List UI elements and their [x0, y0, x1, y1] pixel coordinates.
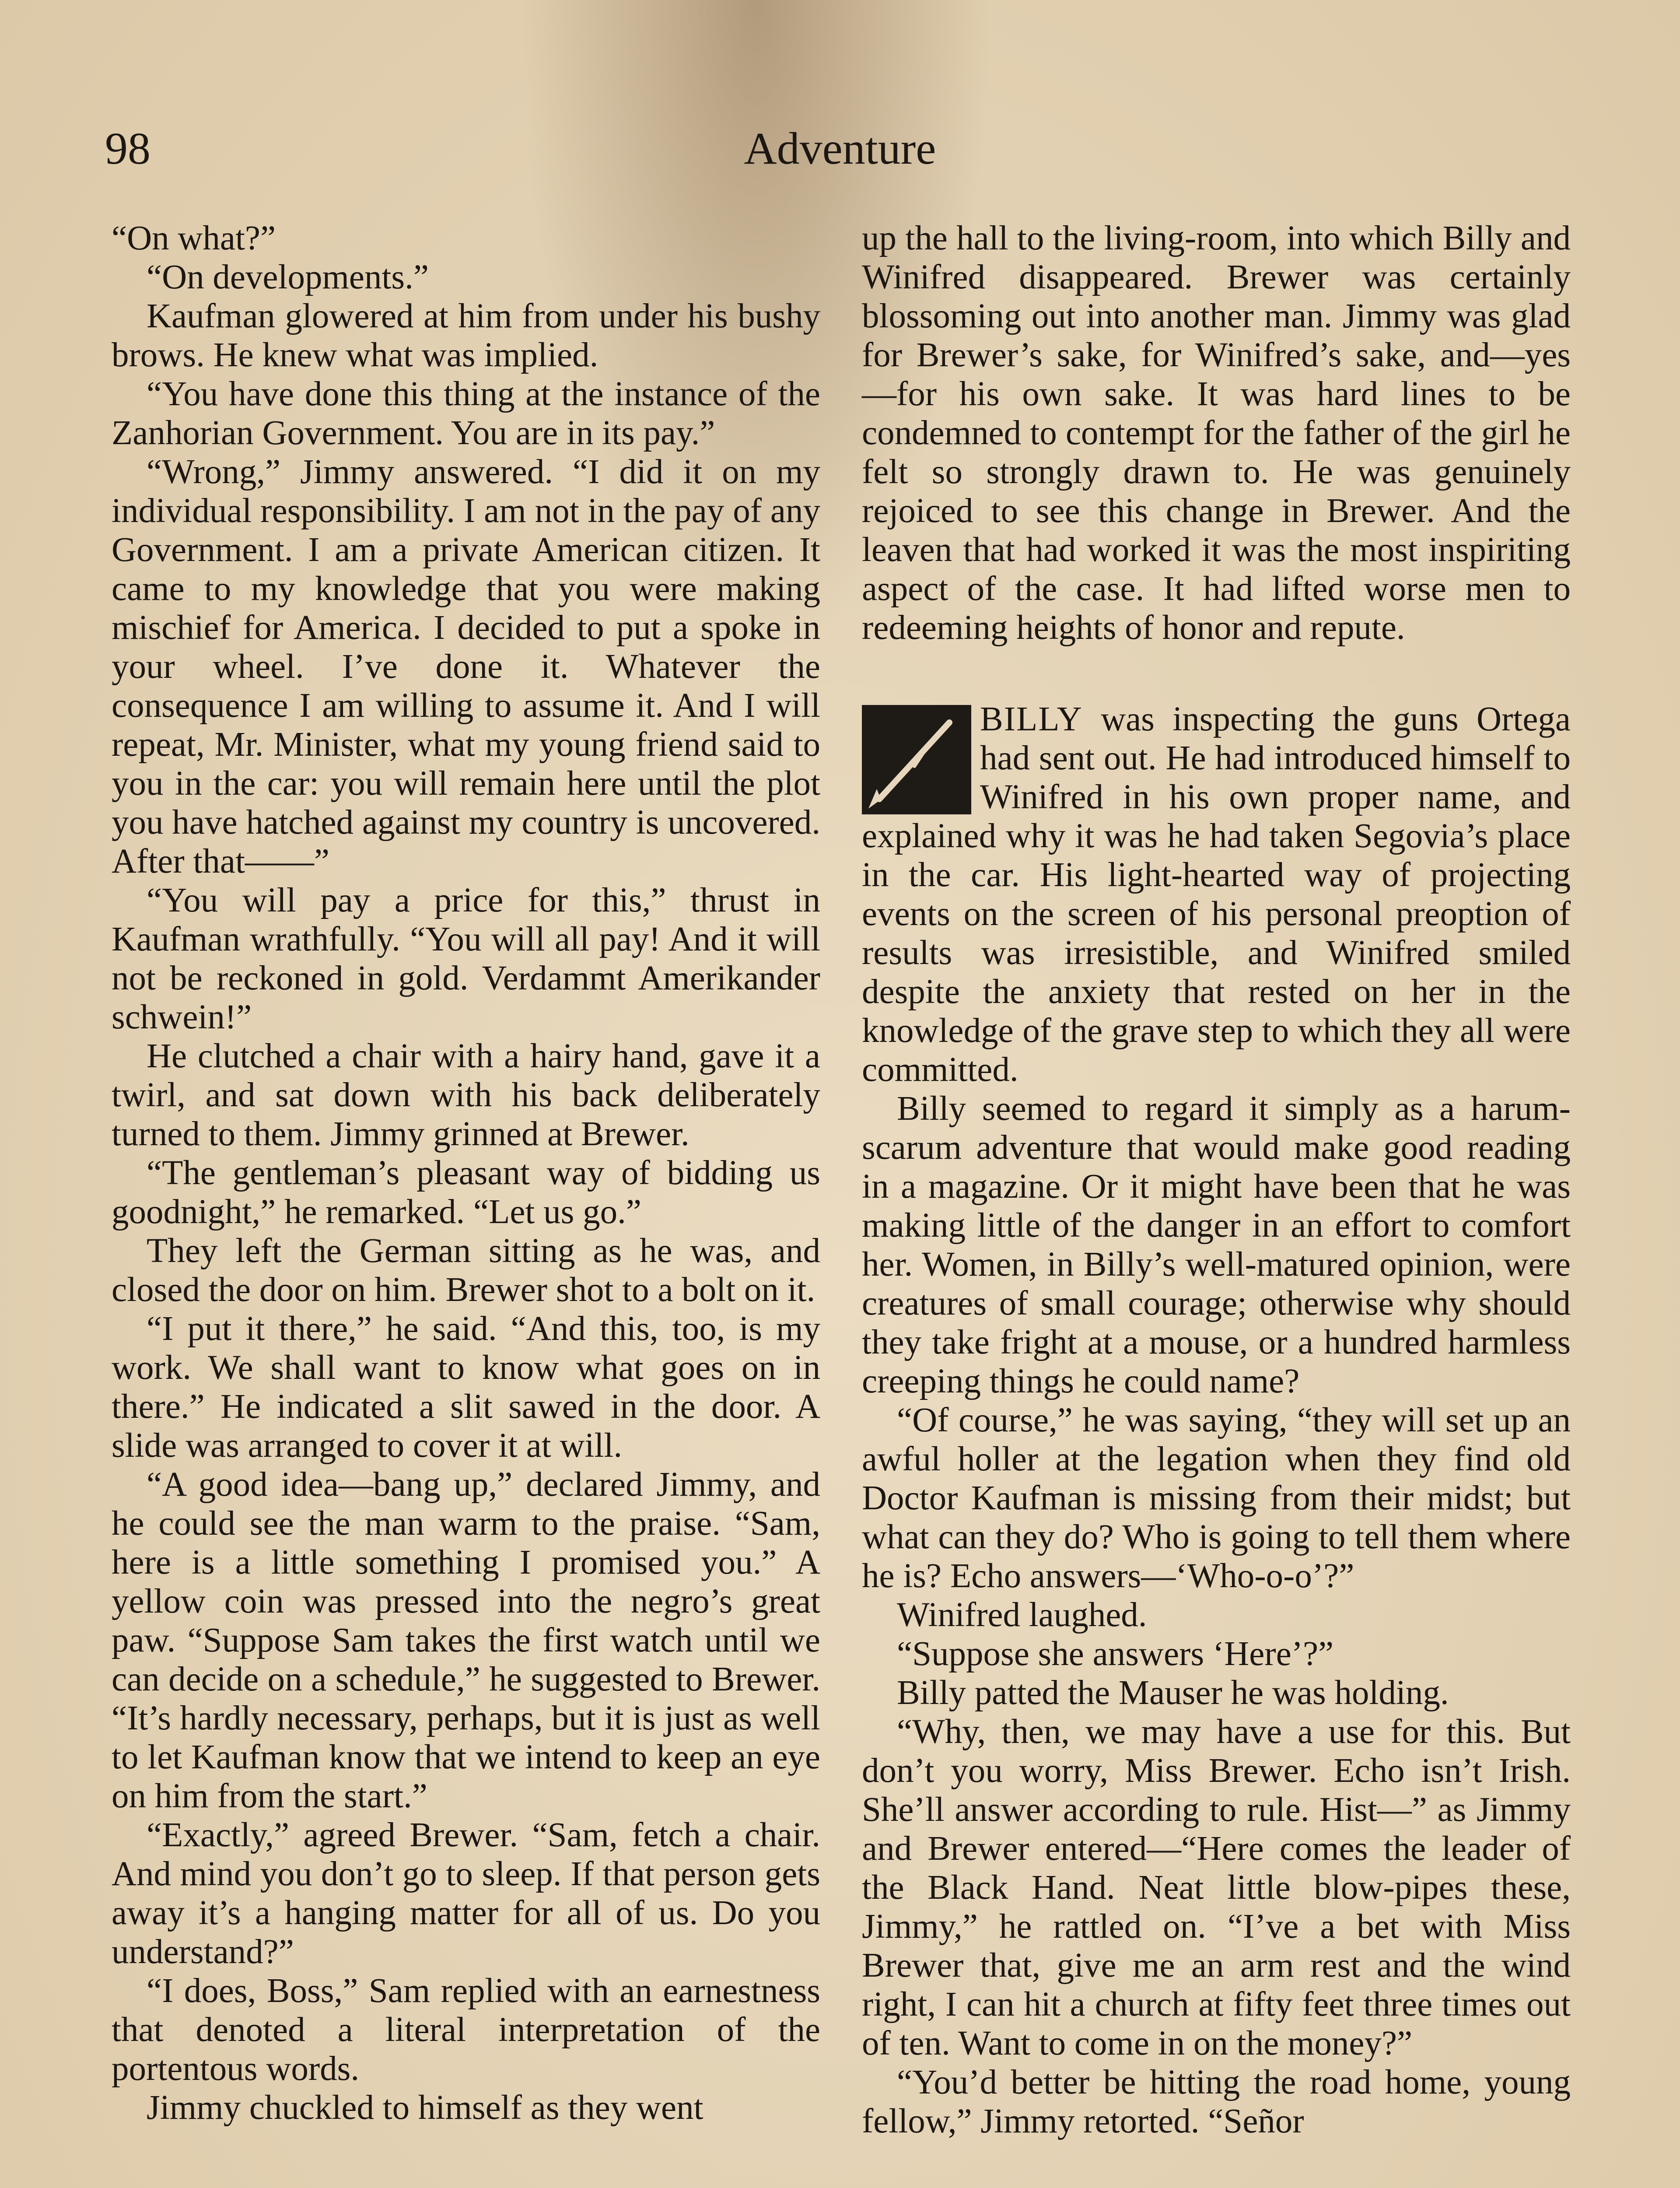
section-opening-paragraph	[862, 700, 1571, 1089]
page-header	[105, 118, 1575, 179]
paragraph: “I does, Boss,” Sam replied with an earnestness that denoted a literal interpretation of the portentous words.	[112, 1972, 820, 2088]
paragraph: “Exactly,” agreed Brewer. “Sam, fetch a chair. And mind you don’t go to sleep. If that person gets away it’s a hanging matter for all of us. Do you understand?”	[112, 1816, 820, 1971]
page-number: 98	[105, 123, 150, 174]
left-column	[112, 219, 820, 2127]
paragraph: “The gentleman’s pleasant way of bidding us goodnight,” he remarked. “Let us go.”	[112, 1154, 820, 1231]
paragraph: They left the German sitting as he was, and closed the door on him. Brewer shot to a bolt on it.	[112, 1232, 820, 1309]
section-lead-word: BILLY	[980, 700, 1083, 738]
paragraph: “You’d better be hitting the road home, young fellow,” Jimmy retorted. “Señor	[862, 2063, 1571, 2140]
paragraph: “A good idea—bang up,” declared Jimmy, and he could see the man warm to the praise. “Sam, here is a little something I promised you.” A yellow coin was pressed into the negro’s great paw. “Suppose Sam takes the first watch until we can decide on a schedule,” he suggested to Brewer. “It’s hardly necessary, perhaps, but it is just as well to let Kaufman know that we intend to keep an eye on him from the start.”	[112, 1466, 820, 1815]
paragraph: “Wrong,” Jimmy answered. “I did it on my individual responsibility. I am not in the pay of any Government. I am a private American citizen. It came to my knowledge that you were making mischief for America. I decided to put a spoke in your wheel. I’ve done it. Whatever the consequence I am willing to assume it. And I will repeat, Mr. Minister, what my young friend said to you in the car: you will remain here until the plot you have hatched against my country is uncovered. After that——”	[112, 453, 820, 880]
paragraph: “I put it there,” he said. “And this, too, is my work. We shall want to know what goes on in there.” He indicated a slit sawed in the door. A slide was arranged to cover it at will.	[112, 1310, 820, 1465]
right-column	[862, 219, 1571, 2141]
continued-paragraph: up the hall to the living-room, into which Billy and Winifred disappeared. Brewer was certainly blossoming out into another man. Jimmy was glad for Brewer’s sake, for Winifred’s sake, and—yes—for his own sake. It was hard lines to be condemned to contempt for the father of the girl he felt so strongly drawn to. He was genuinely rejoiced to see this change in Brewer. And the leaven that had worked it was the most inspiriting aspect of the case. It had lifted worse men to redeeming heights of honor and repute.	[862, 219, 1571, 647]
paragraph: “On developments.”	[147, 258, 429, 296]
rifle-icon	[862, 705, 971, 814]
section-text: was inspecting the guns Ortega had sent out. He had introduced himself to Winifred in his own proper name, and explained why it was he had taken Segovia’s place in the car. His light-hearted way of projecting events on the screen of his personal preoption of results was irresistible, and Winifred smiled despite the anxiety that rested on her in the knowledge of the grave step to which they all were committed.	[862, 700, 1571, 1089]
paragraph: Billy seemed to regard it simply as a harum-scarum adventure that would make good reading in a magazine. Or it might have been that he was making little of the danger in an effort to comfort her. Women, in Billy’s well-matured opinion, were creatures of small courage; otherwise why should they take fright at a mouse, or a hundred harmless creeping things he could name?	[862, 1090, 1571, 1400]
paragraph: “You have done this thing at the instance of the Zanhorian Government. You are in its pay.”	[112, 375, 820, 452]
paragraph: “Suppose she answers ‘Here’?”	[897, 1635, 1334, 1673]
paragraph: Jimmy chuckled to himself as they went	[147, 2089, 704, 2127]
paragraph: Kaufman glowered at him from under his bushy brows. He knew what was implied.	[112, 297, 820, 374]
paragraph: “Why, then, we may have a use for this. But don’t you worry, Miss Brewer. Echo isn’t Irish. She’ll answer according to rule. Hist—” as Jimmy and Brewer entered—“Here comes the leader of the Black Hand. Neat little blow-pipes these, Jimmy,” he rattled on. “I’ve a bet with Miss Brewer that, give me an arm rest and the wind right, I can hit a church at fifty feet three times out of ten. Want to come in on the money?”	[862, 1713, 1571, 2062]
paragraph: Winifred laughed.	[897, 1596, 1147, 1634]
paragraph: “You will pay a price for this,” thrust in Kaufman wrathfully. “You will all pay! And it will not be reckoned in gold. Verdammt Amerikander schwein!”	[112, 881, 820, 1036]
running-title: Adventure	[744, 123, 936, 174]
paragraph: “On what?”	[112, 219, 276, 257]
paragraph: “Of course,” he was saying, “they will set up an awful holler at the legation when they find old Doctor Kaufman is missing from their midst; but what can they do? Who is going to tell them where he is? Echo answers—‘Who-o-o’?”	[862, 1401, 1571, 1595]
paragraph: Billy patted the Mauser he was holding.	[897, 1674, 1449, 1712]
paragraph: He clutched a chair with a hairy hand, gave it a twirl, and sat down with his back deliberately turned to them. Jimmy grinned at Brewer.	[112, 1037, 820, 1153]
